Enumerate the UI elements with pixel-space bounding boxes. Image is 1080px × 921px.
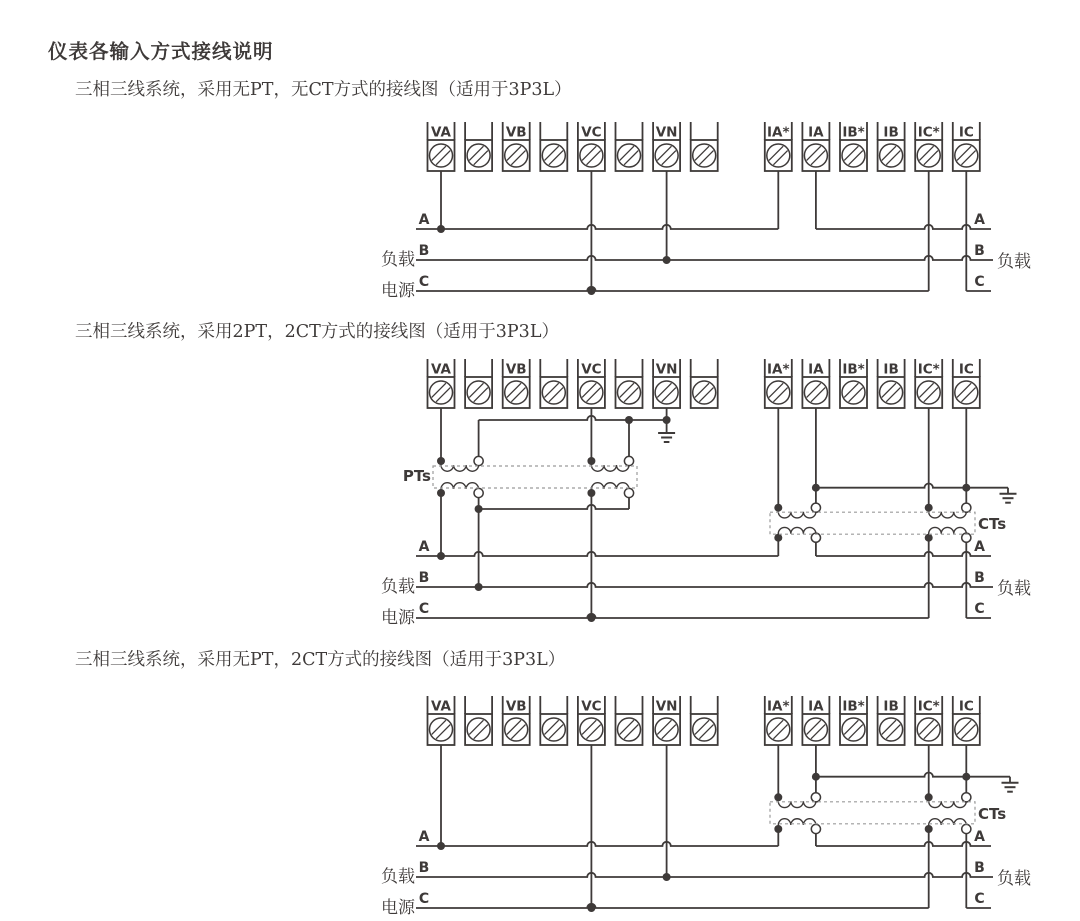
bus-pt-b-common [479, 505, 629, 509]
screw-icon [804, 718, 827, 741]
screw-head [767, 144, 790, 167]
screw-head [618, 718, 641, 741]
terminal-spare-2 [540, 122, 567, 171]
terminal-label: IC [958, 124, 974, 141]
screw-icon [917, 144, 940, 167]
screw-icon [542, 381, 565, 404]
junction-dot [774, 504, 782, 512]
terminal-label: VB [505, 124, 527, 141]
terminal-ic [953, 696, 980, 745]
screw-head [430, 718, 453, 741]
terminal-vc [578, 122, 605, 171]
terminal-spare-3 [616, 122, 643, 171]
phase-c-label-right: C [974, 274, 985, 290]
pt-transformer-1 [437, 456, 483, 497]
junction-dot [625, 416, 633, 424]
ct-transformer-1 [774, 793, 820, 834]
terminal-label: IC* [917, 698, 940, 715]
ground-icon [1000, 488, 1017, 503]
junction-dot [925, 793, 933, 801]
screw-head [430, 144, 453, 167]
terminal-vb [503, 122, 530, 171]
screw-icon [767, 718, 790, 741]
screw-icon [917, 381, 940, 404]
source-label-left: 电源 [381, 281, 415, 301]
screw-head [955, 718, 978, 741]
terminal-label: IB [883, 124, 899, 141]
terminal-label: VA [431, 124, 451, 141]
screw-head [467, 144, 490, 167]
diagram-caption-3: 三相三线系统，采用无PT，2CT方式的接线图（适用于3P3L） [75, 650, 566, 670]
screw-icon [505, 718, 528, 741]
terminal-label: IB* [842, 124, 865, 141]
screw-head [542, 144, 565, 167]
terminal-label: IB* [842, 698, 865, 715]
bus-phase-a-source [416, 552, 778, 556]
terminal-label: VN [655, 361, 678, 378]
screw-icon [955, 381, 978, 404]
terminal-ic-star [915, 122, 942, 171]
terminal-spare-3 [616, 359, 643, 408]
screw-icon [842, 718, 865, 741]
screw-head [655, 144, 678, 167]
junction-dot [925, 504, 933, 512]
screw-head [580, 718, 603, 741]
screw-head [505, 144, 528, 167]
screw-head [917, 144, 940, 167]
screw-head [804, 144, 827, 167]
wiring-diagram-no-pt-no-ct [0, 110, 1080, 310]
screw-icon [693, 144, 716, 167]
terminal-label: IC [958, 698, 974, 715]
terminal-label: IA [808, 361, 824, 378]
screw-head [542, 381, 565, 404]
screw-head [693, 381, 716, 404]
bus-phase-b [416, 256, 993, 260]
ct-transformer-1 [774, 503, 820, 542]
phase-b-label-right: B [974, 243, 985, 259]
terminal-label: IC* [917, 124, 940, 141]
screw-icon [767, 144, 790, 167]
screw-icon [542, 718, 565, 741]
terminal-spare-3 [616, 696, 643, 745]
terminal-vn [653, 359, 680, 408]
ct-dashed-box [770, 512, 975, 534]
winding-terminal-dot [811, 793, 820, 802]
load-label-left: 负载 [381, 577, 415, 597]
terminal-spare-1 [465, 122, 492, 171]
phase-a-label-left: A [418, 829, 430, 845]
screw-head [542, 718, 565, 741]
terminal-label: IA [808, 124, 824, 141]
terminal-vb [503, 696, 530, 745]
bus-phase-a-load [816, 552, 991, 556]
winding-terminal-dot [624, 456, 633, 465]
terminal-spare-2 [540, 359, 567, 408]
screw-icon [955, 144, 978, 167]
load-label-right: 负载 [997, 252, 1031, 272]
terminal-label: IC [958, 361, 974, 378]
terminal-vn [653, 696, 680, 745]
terminal-ia [802, 696, 829, 745]
phase-b-label-left: B [418, 570, 430, 586]
screw-icon [618, 718, 641, 741]
screw-icon [693, 381, 716, 404]
screw-icon [804, 144, 827, 167]
screw-icon [580, 381, 603, 404]
ct-group-label: CTs [978, 515, 1007, 533]
terminal-spare-4 [691, 696, 718, 745]
phase-a-label-right: A [974, 539, 985, 555]
screw-icon [618, 144, 641, 167]
terminal-label: VN [655, 124, 678, 141]
terminal-label: IB [883, 698, 899, 715]
terminal-ia [802, 359, 829, 408]
junction-dot [774, 793, 782, 801]
screw-icon [467, 381, 490, 404]
screw-icon [880, 144, 903, 167]
screw-icon [505, 381, 528, 404]
terminal-label: IA* [767, 124, 790, 141]
ct-transformer-2 [925, 793, 971, 834]
screw-icon [880, 381, 903, 404]
terminal-vn [653, 122, 680, 171]
terminal-va [428, 359, 455, 408]
screw-icon [430, 381, 453, 404]
pt-group-label: PTs [402, 467, 431, 485]
screw-head [505, 718, 528, 741]
terminal-label: VB [505, 698, 527, 715]
screw-head [767, 381, 790, 404]
winding-coil [929, 797, 967, 807]
terminal-ib [878, 696, 905, 745]
phase-b-label-right: B [974, 570, 985, 586]
screw-head [655, 718, 678, 741]
screw-head [467, 381, 490, 404]
terminal-label: VC [581, 124, 602, 141]
terminal-ib [878, 122, 905, 171]
bus-phase-a-load [816, 225, 991, 229]
bus-phase-b [416, 873, 993, 877]
screw-icon [842, 381, 865, 404]
load-label-left: 负载 [381, 867, 415, 887]
screw-head [430, 381, 453, 404]
winding-terminal-dot [474, 488, 483, 497]
ct-transformer-2 [925, 503, 971, 542]
junction-dot [437, 457, 445, 465]
terminal-ic [953, 122, 980, 171]
phase-b-label-left: B [418, 860, 430, 876]
bus-phase-c-source [416, 904, 929, 908]
winding-terminal-dot [474, 456, 483, 465]
terminal-va [428, 122, 455, 171]
terminal-spare-1 [465, 696, 492, 745]
terminal-label: IA* [767, 361, 790, 378]
junction-dot [663, 416, 671, 424]
screw-icon [618, 381, 641, 404]
screw-icon [917, 718, 940, 741]
terminal-label: IB* [842, 361, 865, 378]
terminal-label: VN [655, 698, 678, 715]
bus-ct-ground-tie [816, 484, 1008, 488]
terminal-label: VC [581, 698, 602, 715]
winding-coil [778, 508, 816, 518]
screw-head [804, 718, 827, 741]
terminal-label: IA* [767, 698, 790, 715]
screw-head [580, 144, 603, 167]
screw-icon [655, 718, 678, 741]
screw-head [842, 144, 865, 167]
screw-icon [505, 144, 528, 167]
screw-icon [804, 381, 827, 404]
screw-head [917, 718, 940, 741]
source-label-left: 电源 [381, 608, 415, 628]
terminal-vc [578, 359, 605, 408]
screw-head [655, 381, 678, 404]
phase-c-label-left: C [418, 601, 430, 617]
phase-b-label-left: B [418, 243, 430, 259]
screw-icon [693, 718, 716, 741]
screw-head [842, 381, 865, 404]
winding-terminal-dot [962, 503, 971, 512]
winding-coil [778, 797, 816, 807]
screw-head [767, 718, 790, 741]
wiring-diagram-no-pt-2ct [0, 682, 1080, 921]
terminal-spare-4 [691, 122, 718, 171]
terminal-spare-2 [540, 696, 567, 745]
screw-icon [580, 144, 603, 167]
phase-c-label-right: C [974, 601, 985, 617]
wiring-diagram-2pt-2ct [0, 345, 1080, 635]
bus-vn-common [479, 416, 667, 420]
phase-a-label-right: A [974, 829, 985, 845]
winding-terminal-dot [624, 488, 633, 497]
screw-icon [955, 718, 978, 741]
load-label-right: 负载 [997, 579, 1031, 599]
terminal-label: IA [808, 698, 824, 715]
terminal-label: IC* [917, 361, 940, 378]
winding-terminal-dot [811, 503, 820, 512]
screw-head [955, 144, 978, 167]
terminal-ia [802, 122, 829, 171]
terminal-label: VA [431, 698, 451, 715]
phase-a-label-left: A [418, 212, 430, 228]
bus-phase-a-source [416, 842, 778, 846]
pt-transformer-2 [587, 456, 633, 497]
winding-terminal-dot [811, 824, 820, 833]
screw-head [880, 381, 903, 404]
terminal-ib [878, 359, 905, 408]
bus-phase-c-source [416, 287, 929, 291]
winding-coil [929, 508, 967, 518]
terminal-ib-star [840, 359, 867, 408]
terminal-label: IB [883, 361, 899, 378]
winding-terminal-dot [962, 793, 971, 802]
screw-head [880, 718, 903, 741]
terminal-ic-star [915, 359, 942, 408]
screw-head [580, 381, 603, 404]
screw-icon [467, 718, 490, 741]
bus-phase-a-source [416, 225, 778, 229]
phase-c-label-right: C [974, 891, 985, 907]
screw-icon [467, 144, 490, 167]
screw-head [955, 381, 978, 404]
screw-head [618, 381, 641, 404]
load-label-right: 负载 [997, 869, 1031, 889]
ground-icon [1002, 777, 1019, 792]
terminal-label: VB [505, 361, 527, 378]
terminal-ia-star [765, 696, 792, 745]
phase-a-label-right: A [974, 212, 985, 228]
screw-icon [580, 718, 603, 741]
junction-dot [587, 457, 595, 465]
screw-icon [880, 718, 903, 741]
screw-icon [655, 144, 678, 167]
winding-coil [778, 527, 816, 537]
load-label-left: 负载 [381, 250, 415, 270]
diagram-caption-1: 三相三线系统，采用无PT，无CT方式的接线图（适用于3P3L） [75, 80, 572, 100]
terminal-ic-star [915, 696, 942, 745]
winding-coil [929, 527, 967, 537]
screw-head [693, 718, 716, 741]
screw-icon [655, 381, 678, 404]
phase-c-label-left: C [418, 891, 430, 907]
ground-icon [658, 427, 675, 442]
terminal-spare-4 [691, 359, 718, 408]
bus-ct-ground-tie [816, 773, 1010, 777]
screw-head [467, 718, 490, 741]
screw-head [618, 144, 641, 167]
page-title: 仪表各输入方式接线说明 [48, 40, 274, 63]
screw-head [917, 381, 940, 404]
terminal-va [428, 696, 455, 745]
phase-c-label-left: C [418, 274, 430, 290]
screw-icon [542, 144, 565, 167]
screw-head [804, 381, 827, 404]
screw-head [693, 144, 716, 167]
terminal-label: VC [581, 361, 602, 378]
terminal-ic [953, 359, 980, 408]
terminal-label: VA [431, 361, 451, 378]
terminal-vc [578, 696, 605, 745]
screw-icon [430, 718, 453, 741]
terminal-ib-star [840, 696, 867, 745]
screw-head [842, 718, 865, 741]
terminal-ib-star [840, 122, 867, 171]
bus-phase-c-source [416, 614, 929, 618]
bus-phase-b [416, 583, 993, 587]
screw-head [880, 144, 903, 167]
terminal-ia-star [765, 122, 792, 171]
terminal-vb [503, 359, 530, 408]
source-label-left: 电源 [381, 898, 415, 918]
screw-head [505, 381, 528, 404]
terminal-spare-1 [465, 359, 492, 408]
diagram-caption-2: 三相三线系统，采用2PT，2CT方式的接线图（适用于3P3L） [75, 322, 559, 342]
screw-icon [767, 381, 790, 404]
terminal-ia-star [765, 359, 792, 408]
screw-icon [842, 144, 865, 167]
ct-group-label: CTs [978, 805, 1007, 823]
winding-terminal-dot [962, 824, 971, 833]
screw-icon [430, 144, 453, 167]
phase-a-label-left: A [418, 539, 430, 555]
phase-b-label-right: B [974, 860, 985, 876]
bus-phase-a-load [816, 842, 991, 846]
